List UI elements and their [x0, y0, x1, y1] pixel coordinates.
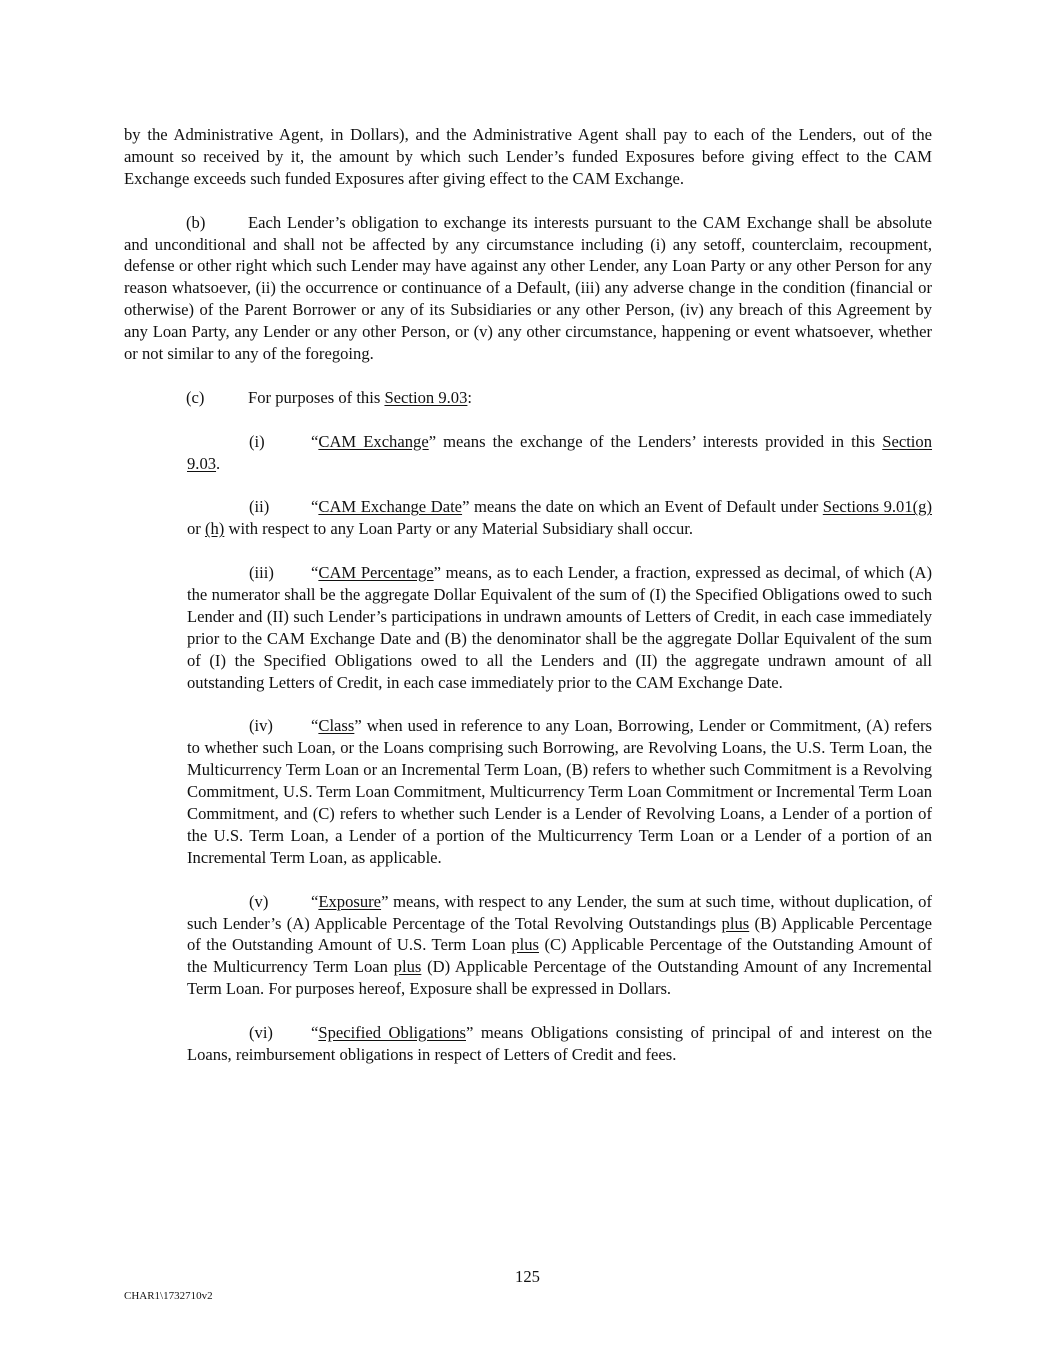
paragraph-text: (D) Applicable Percentage of the Outstanding Amount of any Incremental Term Loan. For purposes hereof, Exposure shall be expressed in Dollars. [187, 957, 932, 999]
quote-open: “ [311, 563, 319, 583]
definition-specified-obligations [187, 1022, 932, 1066]
plus-emphasis: plus [511, 935, 539, 955]
definition-cam-exchange-date [187, 496, 932, 540]
paragraph-marker: (i) [249, 431, 265, 451]
plus-emphasis: plus [393, 957, 422, 977]
definition-cam-percentage [187, 562, 932, 693]
defined-term: CAM Exchange [318, 431, 429, 451]
quote-open: “ [311, 891, 319, 911]
section-reference: (h) [204, 519, 225, 539]
paragraph-text: or [187, 519, 205, 539]
paragraph-text: with respect to any Loan Party or any Material Subsidiary shall occur. [224, 519, 693, 539]
paragraph-marker: (b) [186, 212, 206, 232]
paragraph-text: (B) Applicable Percentage of the Outstanding Amount of U.S. Term Loan [187, 913, 932, 955]
quote-open: “ [311, 497, 319, 517]
document-id: CHAR1\1732710v2 [124, 1290, 213, 1302]
quote-open: “ [311, 716, 319, 736]
paragraph-text: Each Lender’s obligation to exchange its interests pursuant to the CAM Exchange shall be absolute and unconditional and shall not be affected by any circumstance including (i) any setoff, counterclaim, recoupment, defense or other right which such Lender may have against any other Lender, any Loan Party or any other Person for any reason whatsoever, (ii) the occurrence or continuance of a Default, (iii) any adverse change in the condition (financial or otherwise) of the Parent Borrower or any of its Subsidiaries or any other Person, (iv) any breach of this Agreement by any Loan Party, any Lender or any other Person, or (v) any other circumstance, happening or event whatsoever, whether or not similar to any of the foregoing. [124, 212, 932, 364]
paragraph-marker: (vi) [249, 1023, 273, 1043]
paragraph-text: ” means, with respect to any Lender, the sum at such time, without duplication, of such Lender’s (A) Applicable Percentage of the Total Revolving Outstandings [187, 891, 932, 933]
section-reference: Section 9.03 [187, 431, 933, 473]
plus-emphasis: plus [721, 913, 750, 933]
paragraph-marker: (iv) [249, 716, 273, 736]
defined-term: Specified Obligations [318, 1023, 466, 1043]
definition-class [187, 715, 932, 868]
page-number: 125 [515, 1267, 540, 1286]
paragraph-text: (C) Applicable Percentage of the Outstanding Amount of the Multicurrency Term Loan [187, 935, 932, 977]
section-reference: Sections 9.01(g) [822, 497, 932, 517]
defined-term: Exposure [318, 891, 382, 911]
paragraph-text: ” means the exchange of the Lenders’ interests provided in this [428, 431, 883, 451]
paragraph-marker: (iii) [249, 563, 274, 583]
section-reference: Section 9.03 [384, 387, 468, 407]
defined-term: CAM Exchange Date [318, 497, 463, 517]
paragraph-marker: (c) [186, 387, 205, 407]
paragraph-text: ” means, as to each Lender, a fraction, expressed as decimal, of which (A) the numerator shall be the aggregate Dollar Equivalent of the sum of (I) the Specified Obligations owed to such Lender and (II) such Lender’s participations in undrawn amounts of Letters of Credit, in each case immediately prior to the CAM Exchange Date and (B) the denominator shall be the aggregate Dollar Equivalent of the sum of (I) the Specified Obligations owed to all the Lenders and (II) the aggregate undrawn amount of all outstanding Letters of Credit, in each case immediately prior to the CAM Exchange Date. [187, 563, 932, 692]
paragraph-continuation [124, 124, 932, 190]
paragraph-text: ” when used in reference to any Loan, Borrowing, Lender or Commitment, (A) refers to whether such Loan, or the Loans comprising such Borrowing, are Revolving Loans, the U.S. Term Loan, the Multicurrency Term Loan or an Incremental Term Loan, (B) refers to whether such Commitment is a Revolving Commitment, U.S. Term Loan Commitment, Multicurrency Term Loan Commitment or Incremental Term Loan Commitment, and (C) refers to whether such Lender is a Lender of Revolving Loans, a Lender of a portion of the U.S. Term Loan, a Lender of a portion of the Multicurrency Term Loan or a Lender of a portion of an Incremental Term Loan, as applicable. [187, 716, 932, 867]
defined-term: Class [318, 716, 355, 736]
paragraph-marker: (ii) [249, 497, 270, 517]
paragraph-text: ” means the date on which an Event of Default under [462, 497, 823, 517]
paragraph-text: For purposes of this [248, 387, 385, 407]
paragraph-text: by the Administrative Agent, in Dollars), and the Administrative Agent shall pay to each of the Lenders, out of the amount so received by it, the amount by which such Lender’s funded Exposures before giving effect to the CAM Exchange exceeds such funded Exposures after giving effect to the CAM Exchange. [124, 125, 932, 188]
paragraph-text: ” means Obligations consisting of principal of and interest on the Loans, reimbursement obligations in respect of Letters of Credit and fees. [187, 1023, 932, 1064]
defined-term: CAM Percentage [318, 563, 434, 583]
quote-open: “ [311, 431, 319, 451]
paragraph-c [124, 387, 932, 409]
paragraph-marker: (v) [249, 891, 269, 911]
paragraph-text: . [216, 453, 221, 473]
paragraph-text: : [467, 387, 473, 407]
definition-exposure [187, 891, 932, 1001]
document-body [124, 124, 932, 1088]
definition-cam-exchange [187, 431, 932, 475]
paragraph-b [124, 212, 932, 365]
quote-open: “ [311, 1023, 319, 1043]
